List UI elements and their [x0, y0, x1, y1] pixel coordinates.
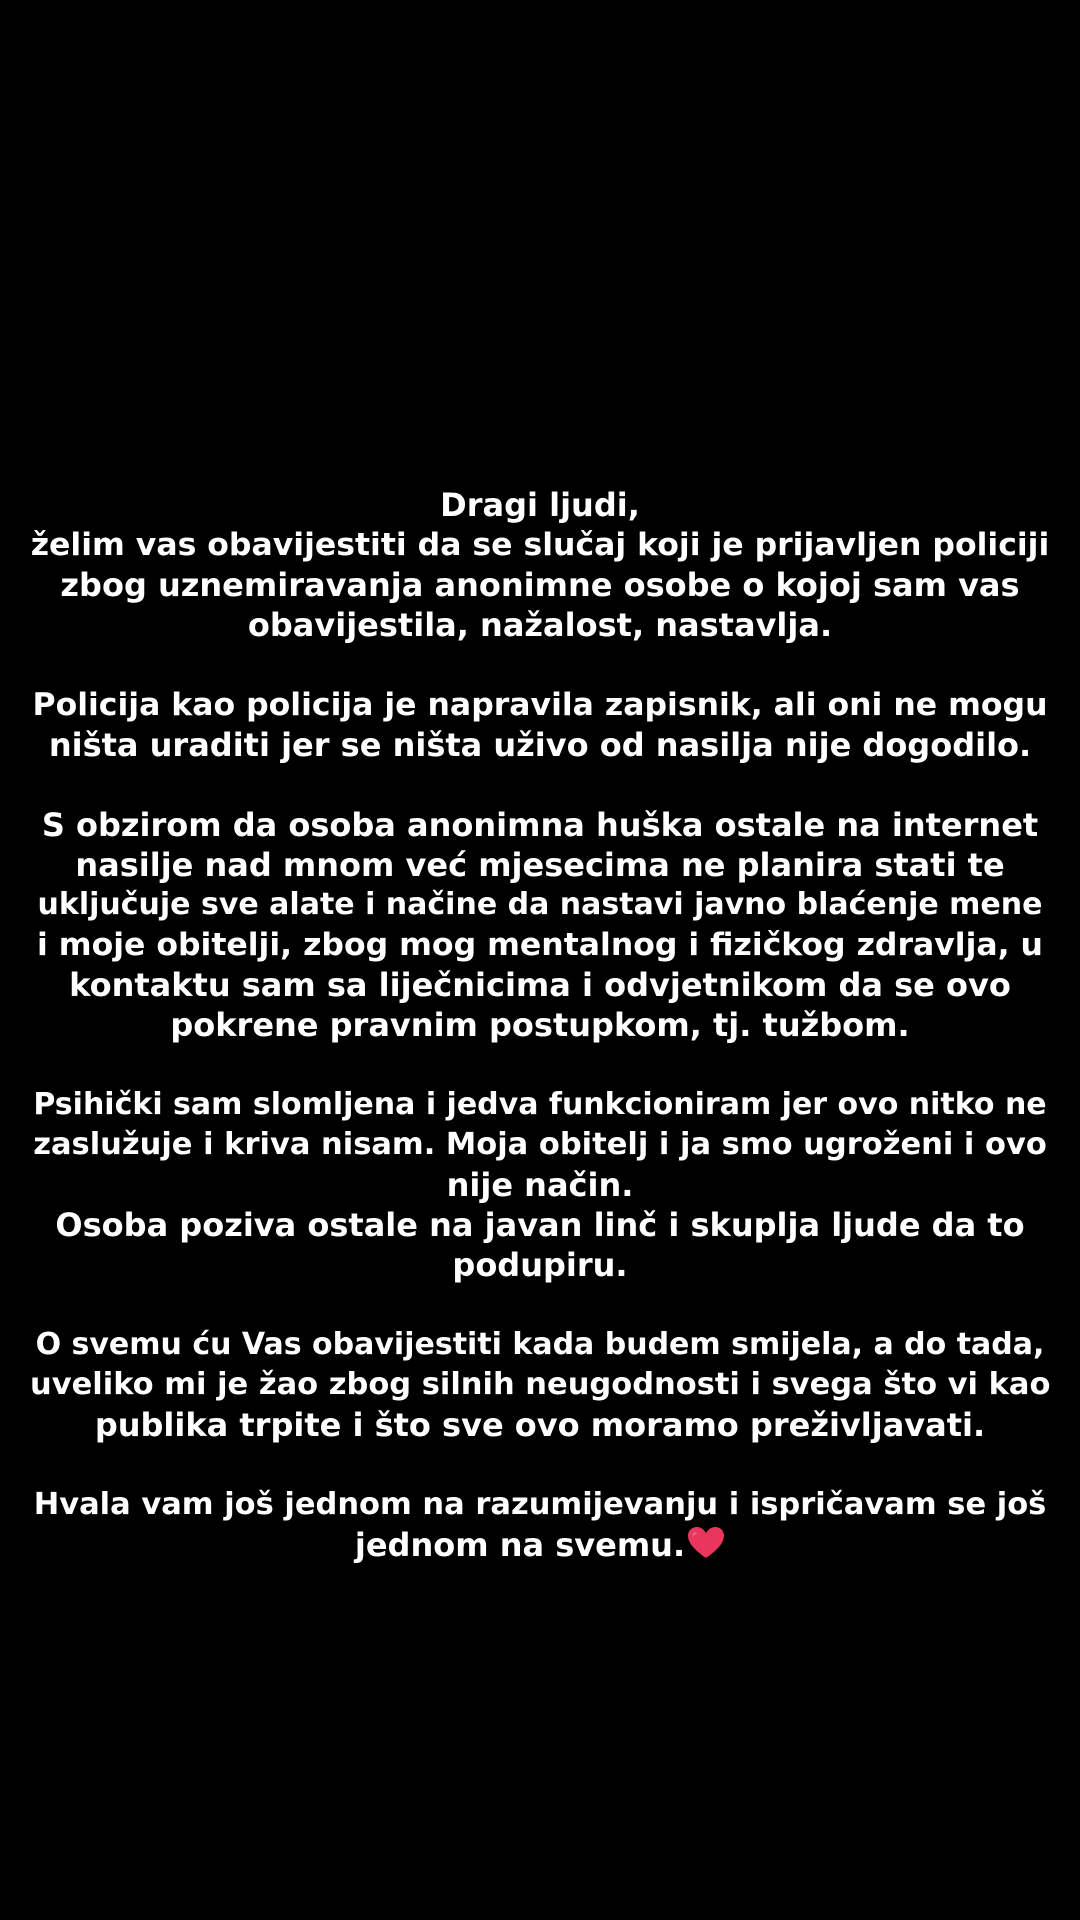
- message-text: [30, 485, 1050, 1569]
- text-line: nasilje nad mnom već mjesecima ne planira stati te: [75, 846, 1005, 884]
- paragraph-greeting: [30, 485, 1050, 645]
- text-line: Dragi ljudi,: [440, 486, 640, 524]
- text-line: i moje obitelji, zbog mog mentalnog i fizičkog zdravlja, u: [36, 927, 1043, 963]
- paragraph-thanks: [30, 1485, 1050, 1569]
- text-line: podupiru.: [452, 1246, 628, 1284]
- text-line: nije način.: [446, 1166, 634, 1204]
- text-line: uveliko mi je žao zbog silnih neugodnosti i svega što vi kao: [30, 1367, 1051, 1402]
- heart-shape: [687, 1526, 725, 1560]
- text-line: želim vas obavijestiti da se slučaj koji je prijavljen policiji: [30, 527, 1050, 563]
- paragraph-update: [30, 1325, 1050, 1445]
- text-line: ništa uraditi jer se ništa uživo od nasilja nije dogodilo.: [48, 726, 1032, 764]
- text-line: O svemu ću Vas obavijestiti kada budem smijela, a do tada,: [35, 1327, 1045, 1362]
- text-line: kontaktu sam sa liječnicima i odvjetnikom da se ovo: [69, 966, 1011, 1004]
- text-line: zbog uznemiravanja anonimne osobe o kojoj sam vas: [60, 566, 1020, 604]
- text-line-content: jednom na svemu.: [354, 1526, 686, 1564]
- text-line: obavijestila, nažalost, nastavlja.: [247, 606, 833, 644]
- paragraph-police: [30, 685, 1050, 765]
- heart-icon: [687, 1526, 725, 1569]
- text-line: Osoba poziva ostale na javan linč i skuplja ljude da to: [55, 1206, 1025, 1244]
- text-line: S obzirom da osoba anonimna huška ostale na internet: [41, 806, 1039, 844]
- text-line: publika trpite i što sve ovo moramo preživljavati.: [94, 1406, 986, 1444]
- text-line: Hvala vam još jednom na razumijevanju i ispričavam se još: [33, 1487, 1047, 1522]
- heart-path: [688, 1527, 724, 1558]
- paragraph-wellbeing: [30, 1085, 1050, 1285]
- text-line: zaslužuje i kriva nisam. Moja obitelj i ja smo ugroženi i ovo: [33, 1127, 1047, 1162]
- text-line-last: [30, 1525, 1050, 1569]
- paragraph-legal-action: [30, 805, 1050, 1045]
- text-line: Psihički sam slomljena i jedva funkcioniram jer ovo nitko ne: [33, 1087, 1047, 1122]
- text-line: pokrene pravnim postupkom, tj. tužbom.: [170, 1006, 910, 1044]
- text-line: Policija kao policija je napravila zapisnik, ali oni ne mogu: [32, 687, 1048, 723]
- text-line: uključuje sve alate i načine da nastavi javno blaćenje mene: [37, 887, 1043, 922]
